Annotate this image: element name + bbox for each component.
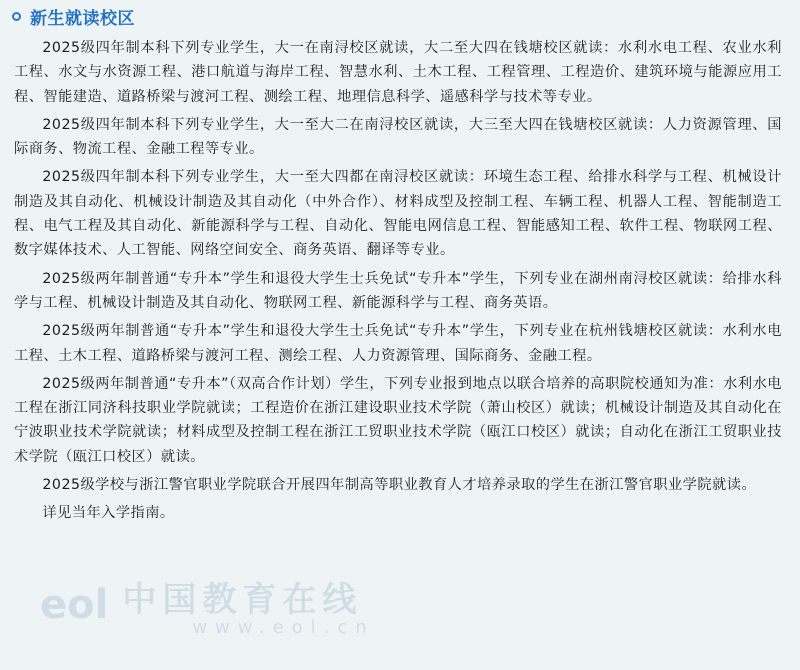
paragraph-four-year-split-2: 2025级四年制本科下列专业学生，大一至大二在南浔校区就读，大三至大四在钱塘校区就读：人力资源管理、国际商务、物流工程、金融工程等专业。: [14, 116, 782, 158]
watermark-logo: eol: [40, 582, 109, 628]
paragraph-see-guide: 详见当年入学指南。: [42, 505, 175, 522]
article-body: [10, 36, 782, 526]
circle-bullet-icon: [12, 12, 21, 21]
paragraph-police-college: 2025级学校与浙江警官职业学院联合开展四年制高等职业教育人才培养录取的学生在浙江警官职业学院就读。: [42, 477, 757, 494]
paragraph-upgrade-double-high: 2025级两年制普通“专升本”（双高合作计划）学生，下列专业报到地点以联合培养的高职院校通知为准：水利水电工程在浙江同济科技职业学院就读；工程造价在浙江建设职业技术学院（萧山校区）就读；机械设计制造及其自动化在宁波职业技术学院就读；材料成型及控制工程在浙江工贸职业技术学院（瓯江口校区）就读；自动化在浙江工贸职业技术学院（瓯江口校区）就读。: [14, 375, 782, 465]
paragraph-four-year-split-1: 2025级四年制本科下列专业学生，大一在南浔校区就读，大二至大四在钱塘校区就读：水利水电工程、农业水利工程、水文与水资源工程、港口航道与海岸工程、智慧水利、土木工程、工程管理、工程造价、建筑环境与能源应用工程、智能建造、道路桥梁与渡河工程、测绘工程、地理信息科学、遥感科学与技术等专业。: [14, 40, 782, 105]
paragraph-four-year-nanxun: 2025级四年制本科下列专业学生，大一至大四都在南浔校区就读：环境生态工程、给排水科学与工程、机械设计制造及其自动化、机械设计制造及其自动化（中外合作）、材料成型及控制工程、车辆工程、机器人工程、智能制造工程、电气工程及其自动化、新能源科学与工程、自动化、智能电网信息工程、智能感知工程、软件工程、物联网工程、数字媒体技术、人工智能、网络空间安全、商务英语、翻译等专业。: [14, 169, 782, 259]
section-heading: [10, 4, 782, 28]
section-title: 新生就读校区: [30, 8, 135, 29]
paragraph-upgrade-qiantang: 2025级两年制普通“专升本”学生和退役大学生士兵免试“专升本”学生，下列专业在杭州钱塘校区就读：水利水电工程、土木工程、道路桥梁与渡河工程、测绘工程、人力资源管理、国际商务、金融工程。: [14, 323, 782, 364]
watermark-name: 中国教育在线: [122, 580, 363, 620]
watermark-url: www.eol.cn: [192, 617, 375, 638]
paragraph-upgrade-nanxun: 2025级两年制普通“专升本”学生和退役大学生士兵免试“专升本”学生，下列专业在湖州南浔校区就读：给排水科学与工程、机械设计制造及其自动化、物联网工程、新能源科学与工程、商务英语。: [14, 270, 782, 311]
